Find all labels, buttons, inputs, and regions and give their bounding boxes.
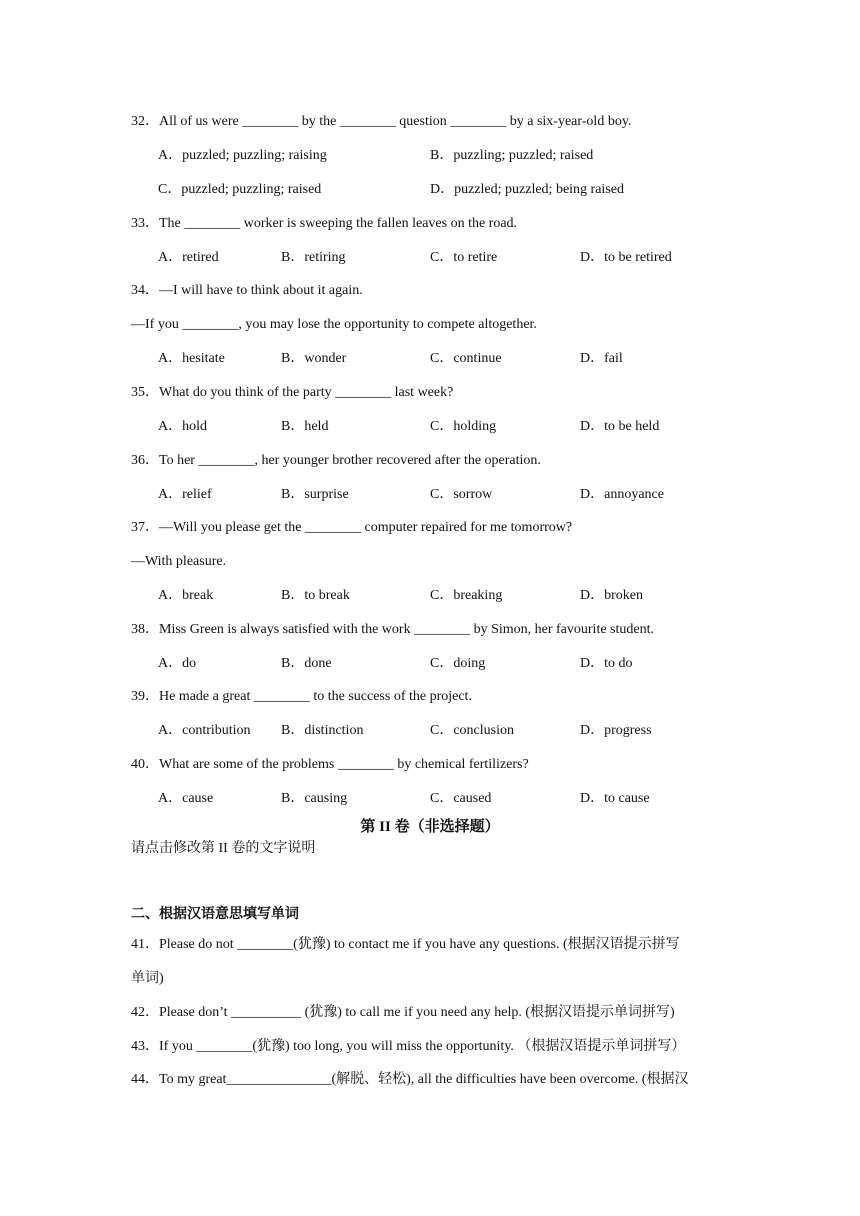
question-32-stem: 32．All of us were ________ by the ________ question ________ by a six-year-old boy. [131,114,632,129]
question-38-option-a: A．do [158,656,197,671]
question-36-option-d: D．annoyance [580,487,664,502]
question-32-option-d: D．puzzled; puzzled; being raised [430,182,624,197]
question-36-stem: 36．To her ________, her younger brother recovered after the operation. [131,453,541,468]
question-41-line-1: 41．Please do not ________(犹豫) to contact me if you have any questions. (根据汉语提示拼写 [131,937,680,952]
part-2-title: 第 II 卷（非选择题） [360,819,500,835]
question-37-stem-2: —With pleasure. [131,554,227,569]
question-35-stem: 35．What do you think of the party ________ last week? [131,385,454,400]
question-41-line-2: 单词) [131,971,164,986]
section-2-heading: 二、根据汉语意思填写单词 [131,907,299,922]
question-32-option-b: B．puzzling; puzzled; raised [430,148,594,163]
question-43: 43．If you ________(犹豫) too long, you will miss the opportunity. （根据汉语提示单词拼写） [131,1039,686,1054]
question-40-option-a: A．cause [158,791,214,806]
question-39-option-a: A．contribution [158,723,251,738]
question-34-option-b: B．wonder [281,351,347,366]
question-37-option-c: C．breaking [430,588,503,603]
question-39-option-c: C．conclusion [430,723,514,738]
question-37-option-a: A．break [158,588,214,603]
question-38-option-c: C．doing [430,656,486,671]
question-35-option-c: C．holding [430,419,497,434]
part-2-note: 请点击修改第 II 卷的文字说明 [131,841,316,856]
question-44: 44．To my great_______________(解脱、轻松), all the difficulties have been overcome. (根据汉 [131,1072,689,1087]
question-38-stem: 38．Miss Green is always satisfied with the work ________ by Simon, her favourite student. [131,622,654,637]
question-42: 42．Please don’t __________ (犹豫) to call me if you need any help. (根据汉语提示单词拼写) [131,1005,675,1020]
question-35-option-d: D．to be held [580,419,660,434]
question-33-option-c: C．to retire [430,250,498,265]
question-35-option-b: B．held [281,419,329,434]
question-34-option-a: A．hesitate [158,351,225,366]
question-39-option-d: D．progress [580,723,652,738]
question-33-option-a: A．retired [158,250,219,265]
question-35-option-a: A．hold [158,419,207,434]
question-33-option-b: B．retiring [281,250,346,265]
question-40-stem: 40．What are some of the problems ________ by chemical fertilizers? [131,757,529,772]
question-40-option-b: B．causing [281,791,348,806]
question-32-option-c: C．puzzled; puzzling; raised [158,182,322,197]
question-34-option-c: C．continue [430,351,502,366]
question-34-stem-2: —If you ________, you may lose the opportunity to compete altogether. [131,317,537,332]
question-37-option-d: D．broken [580,588,643,603]
question-34-stem: 34．—I will have to think about it again. [131,283,363,298]
question-38-option-b: B．done [281,656,332,671]
question-36-option-c: C．sorrow [430,487,493,502]
question-36-option-b: B．surprise [281,487,349,502]
question-33-stem: 33．The ________ worker is sweeping the fallen leaves on the road. [131,216,518,231]
question-34-option-d: D．fail [580,351,623,366]
question-33-option-d: D．to be retired [580,250,672,265]
question-37-stem: 37．—Will you please get the ________ computer repaired for me tomorrow? [131,520,573,535]
question-39-stem: 39．He made a great ________ to the success of the project. [131,689,472,704]
question-39-option-b: B．distinction [281,723,364,738]
question-32-option-a: A．puzzled; puzzling; raising [158,148,327,163]
question-37-option-b: B．to break [281,588,350,603]
question-40-option-d: D．to cause [580,791,650,806]
question-36-option-a: A．relief [158,487,212,502]
question-40-option-c: C．caused [430,791,492,806]
question-38-option-d: D．to do [580,656,633,671]
